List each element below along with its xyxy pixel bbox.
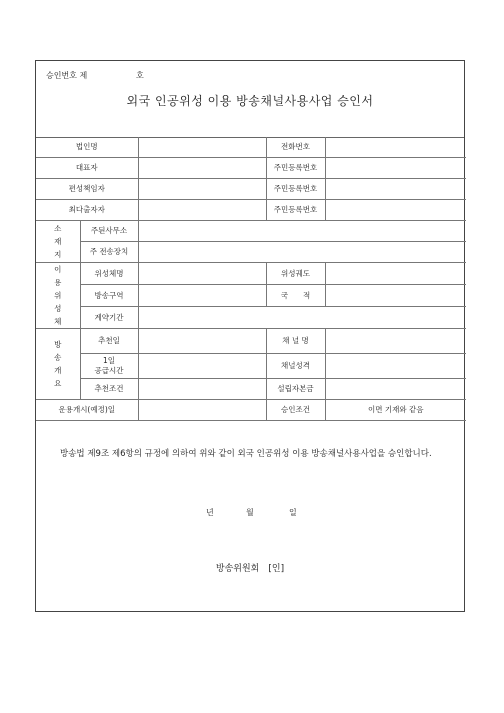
broadcast-area-value[interactable] [138,285,266,307]
table-row [36,200,466,221]
nationality-value[interactable] [325,285,466,307]
daily-hours-value[interactable] [138,354,266,379]
recommend-cond-value[interactable] [138,379,266,400]
table-row [36,221,466,242]
main-transmitter-value[interactable] [138,242,466,263]
start-date-value[interactable] [138,400,266,421]
main-office-label: 주된사무소 [80,221,138,242]
satellite-group-label: 이 용 위 성 체 [36,263,80,329]
date-month: 월 [246,508,254,517]
document-title: 외국 인공위성 이용 방송채널사용사업 승인서 [126,94,374,108]
channel-type-label: 채널성격 [266,354,325,379]
nationality-label: 국 적 [266,285,325,307]
issuer-seal: 방송위원회 [인] [215,564,285,574]
approval-cond-label: 승인조건 [266,400,325,421]
corp-name-value[interactable] [138,137,266,158]
investor-id-label: 주민등록번호 [266,200,325,221]
contract-period-label: 계약기간 [80,307,138,329]
channel-type-value[interactable] [325,354,466,379]
editor-label: 편성책임자 [36,179,138,200]
table-row [36,242,466,263]
table-row [36,158,466,179]
corp-name-label: 법인명 [36,137,138,158]
capital-label: 설립자본금 [266,379,325,400]
contract-period-value[interactable] [138,307,466,329]
table-row [36,179,466,200]
recommend-cond-label: 추천조건 [80,379,138,400]
representative-label: 대표자 [36,158,138,179]
phone-value[interactable] [325,137,466,158]
largest-investor-value[interactable] [138,200,266,221]
table-row [36,379,466,400]
form-header [36,61,464,138]
editor-value[interactable] [138,179,266,200]
main-transmitter-label: 주 전송장치 [80,242,138,263]
table-row [36,263,466,285]
representative-id-value[interactable] [325,158,466,179]
main-office-value[interactable] [138,221,466,242]
statement-section [36,425,464,611]
representative-value[interactable] [138,158,266,179]
channel-name-value[interactable] [325,329,466,354]
satellite-name-value[interactable] [138,263,266,285]
form-table [36,137,466,421]
editor-id-value[interactable] [325,179,466,200]
table-row [36,137,466,158]
satellite-orbit-label: 위성궤도 [266,263,325,285]
location-group-label: 소 재 지 [36,221,80,263]
table-row [36,329,466,354]
representative-id-label: 주민등록번호 [266,158,325,179]
satellite-name-label: 위성체명 [80,263,138,285]
table-row [36,307,466,329]
table-row [36,400,466,421]
approval-number-suffix: 호 [136,71,144,80]
table-row [36,354,466,379]
broadcast-group-label: 방 송 개 요 [36,329,80,400]
recommend-date-label: 추천일 [80,329,138,354]
approval-certificate-form [35,60,465,612]
broadcast-area-label: 방송구역 [80,285,138,307]
approval-cond-value: 이면 기재와 같음 [325,400,466,421]
largest-investor-label: 최다출자자 [36,200,138,221]
start-date-label: 운용개시(예정)일 [36,400,138,421]
editor-id-label: 주민등록번호 [266,179,325,200]
approval-number-label: 승인번호 제 [46,71,88,80]
recommend-date-value[interactable] [138,329,266,354]
capital-value[interactable] [325,379,466,400]
date-year: 년 [206,508,214,517]
approval-statement: 방송법 제9조 제6항의 규정에 의하여 위와 같이 외국 인공위성 이용 방송채널사용사업을 승인합니다. [60,449,432,459]
satellite-orbit-value[interactable] [325,263,466,285]
table-row [36,285,466,307]
daily-hours-label: 1일 공급시간 [80,354,138,379]
investor-id-value[interactable] [325,200,466,221]
phone-label: 전화번호 [266,137,325,158]
date-day: 일 [289,508,297,517]
channel-name-label: 채 널 명 [266,329,325,354]
